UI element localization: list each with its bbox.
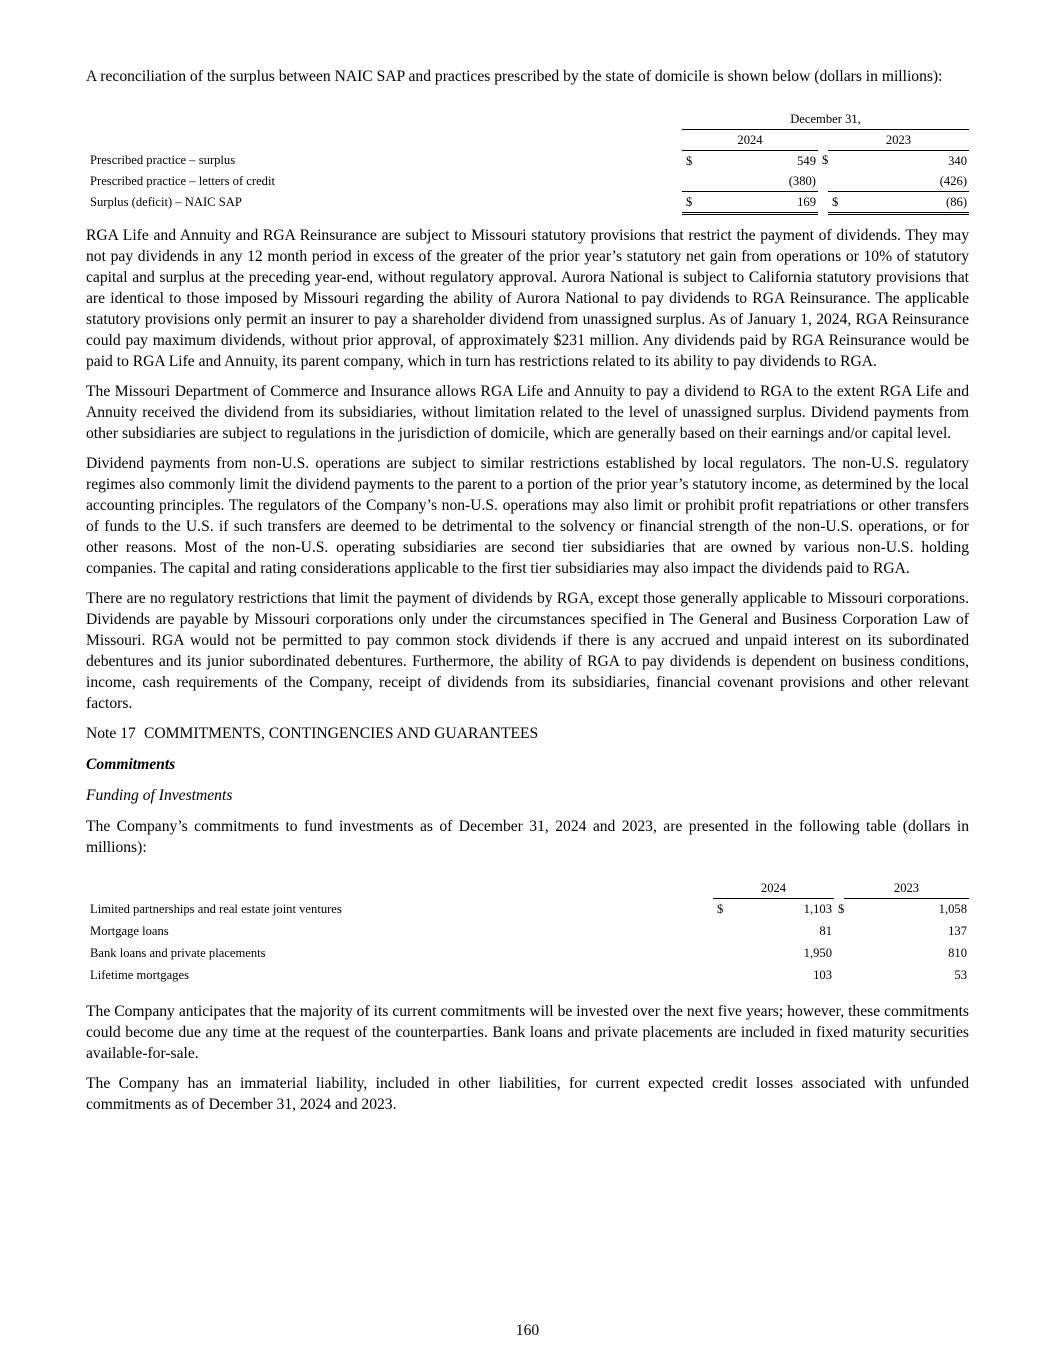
value-2024: 1,103 — [803, 902, 832, 917]
row-label: Limited partnerships and real estate joint ventures — [90, 902, 342, 916]
table-year-header-row — [86, 130, 969, 151]
currency-symbol: $ — [822, 153, 829, 168]
value-2024: 549 — [797, 153, 816, 168]
value-2024: 103 — [813, 968, 832, 982]
table-group-header-row — [86, 109, 969, 130]
table-row — [86, 921, 969, 943]
table-row — [86, 965, 969, 987]
row-label: Bank loans and private placements — [90, 946, 266, 960]
value-2023: 340 — [948, 153, 968, 168]
table-group-header: December 31, — [682, 109, 969, 130]
paragraph: The Missouri Department of Commerce and Insurance allows RGA Life and Annuity to pay a dividend to RGA to the extent RGA Life and Annuity received the dividend from its subsidiaries, without limitation related to the level of unassigned surplus. Dividend payments from other subsidiaries are subject to regulations in the jurisdiction of domicile, which are generally based on their earnings and/or capital level. — [86, 383, 969, 442]
note-number: Note 17 — [86, 725, 136, 742]
value-2023: 810 — [948, 946, 967, 960]
value-2024: 81 — [819, 924, 832, 938]
currency-symbol — [713, 921, 731, 943]
paragraph: Dividend payments from non-U.S. operations are subject to similar restrictions established by local regulators. The non-U.S. regulatory regimes also commonly limit the dividend payments to the parent to a portion of the prior year’s statutory income, as determined by the local accounting principles. The regulators of the Company’s non-U.S. operations may also limit or prohibit profit repatriations or other transfers of funds to the U.S. if such transfers are deemed to be detrimental to the solvency or financial strength of the non-U.S. operations, or for other reasons. Most of the non-U.S. operating subsidiaries are second tier subsidiaries that are owned by various non-U.S. holding companies. The capital and rating considerations applicable to the first tier subsidiaries may also impact the dividends paid to RGA. — [86, 455, 969, 577]
currency-symbol — [844, 943, 862, 965]
currency-symbol — [713, 965, 731, 987]
subsection-heading: Funding of Investments — [86, 787, 233, 804]
currency-symbol: $ — [686, 153, 693, 168]
year-header: 2024 — [713, 878, 834, 899]
document-page — [86, 66, 969, 1124]
currency-symbol: $ — [828, 192, 846, 214]
currency-symbol: $ — [838, 902, 845, 916]
row-label: Prescribed practice – surplus — [90, 153, 236, 168]
intro-paragraph: A reconciliation of the surplus between NAIC SAP and practices prescribed by the state of domicile is shown below (dollars in millions): — [86, 68, 943, 85]
value-2023: 137 — [948, 924, 967, 938]
table-row — [86, 899, 969, 921]
currency-symbol — [682, 171, 700, 192]
value-2023: (86) — [846, 192, 969, 214]
page-number: 160 — [515, 1322, 540, 1339]
value-2024: 169 — [700, 192, 818, 214]
value-2023: (426) — [846, 171, 969, 192]
section-heading: Commitments — [86, 756, 176, 773]
funding-paragraph: The Company’s commitments to fund investments as of December 31, 2024 and 2023, are presented in the following table (dollars in millions): — [86, 818, 969, 856]
year-header: 2023 — [844, 878, 969, 899]
row-label: Mortgage loans — [90, 924, 169, 938]
table-row — [86, 192, 969, 214]
note-heading — [86, 723, 969, 744]
currency-symbol: $ — [682, 192, 700, 214]
currency-symbol — [713, 943, 731, 965]
currency-symbol — [844, 965, 862, 987]
currency-symbol — [844, 921, 862, 943]
year-header: 2024 — [682, 130, 818, 151]
value-2024: (380) — [700, 171, 818, 192]
value-2024: 1,950 — [803, 946, 832, 960]
table-row — [86, 151, 969, 172]
paragraph: The Company has an immaterial liability, included in other liabilities, for current expected credit losses associated with unfunded commitments as of December 31, 2024 and 2023. — [86, 1074, 969, 1113]
paragraph: RGA Life and Annuity and RGA Reinsurance are subject to Missouri statutory provisions that restrict the payment of dividends. They may not pay dividends in any 12 month period in excess of the greater of the prior year’s statutory net gain from operations or 10% of statutory capital and surplus at the preceding year-end, without regulatory approval. Aurora National is subject to California statutory provisions that are identical to those imposed by Missouri regarding the ability of Aurora National to pay dividends to RGA Reinsurance. The applicable statutory provisions only permit an insurer to pay a shareholder dividend from unassigned surplus. As of January 1, 2024, RGA Reinsurance could pay maximum dividends, without prior approval, of approximately $231 million. Any dividends paid by RGA Reinsurance would be paid to RGA Life and Annuity, its parent company, which in turn has restrictions related to its ability to pay dividends to RGA. — [86, 227, 969, 370]
table-row — [86, 943, 969, 965]
row-label: Prescribed practice – letters of credit — [90, 173, 275, 188]
note-title: COMMITMENTS, CONTINGENCIES AND GUARANTEES — [144, 725, 539, 742]
paragraph: The Company anticipates that the majority of its current commitments will be invested over the next five years; however, these commitments could become due any time at the request of the counterparties. Bank loans and private placements are included in fixed maturity securities available-for-sale. — [86, 1002, 969, 1062]
currency-symbol — [828, 171, 846, 192]
currency-symbol: $ — [717, 902, 724, 917]
table-row — [86, 171, 969, 192]
row-label: Surplus (deficit) – NAIC SAP — [90, 195, 242, 209]
year-header: 2023 — [828, 130, 969, 151]
value-2023: 1,058 — [938, 902, 967, 917]
surplus-reconciliation-table — [86, 109, 969, 215]
value-2023: 53 — [954, 968, 967, 982]
table-year-header-row — [86, 878, 969, 899]
paragraph: There are no regulatory restrictions that limit the payment of dividends by RGA, except those generally applicable to Missouri corporations. Dividends are payable by Missouri corporations only under the circumstances specified in The General and Business Corporation Law of Missouri. RGA would not be permitted to pay common stock dividends if there is any accrued and unpaid interest on its subordinated debentures and its junior subordinated debentures. Furthermore, the ability of RGA to pay dividends is dependent on business conditions, income, cash requirements of the Company, receipt of dividends from its subsidiaries, financial covenant provisions and other relevant factors. — [86, 590, 969, 712]
row-label: Lifetime mortgages — [90, 968, 189, 982]
funding-commitments-table — [86, 878, 969, 987]
